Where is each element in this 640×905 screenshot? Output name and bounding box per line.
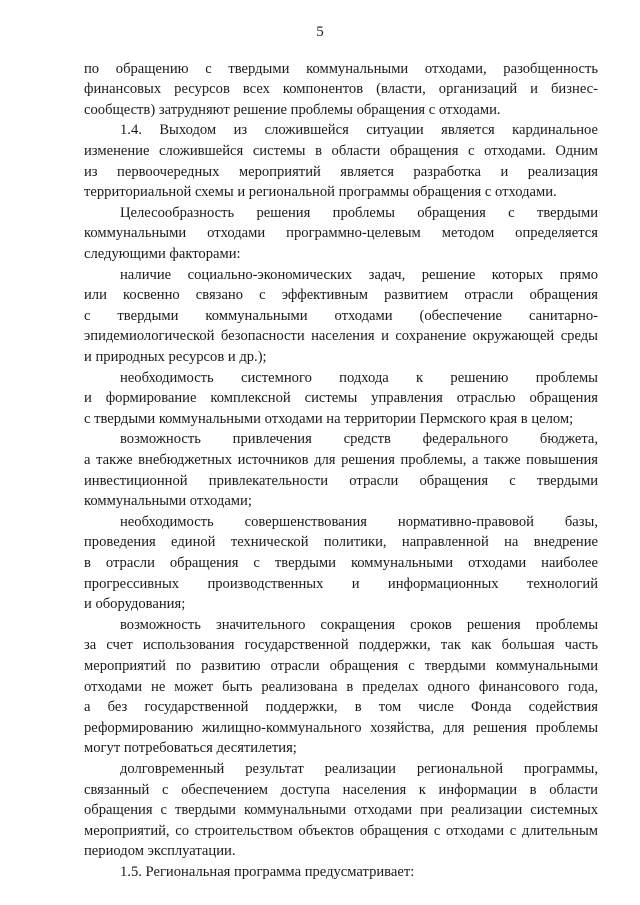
- text-line: эпидемиологической безопасности населения и сохранение окружающей среды: [84, 328, 598, 345]
- text-line: необходимость системного подхода к решению проблемы: [120, 369, 598, 386]
- text-line: изменение сложившейся системы в области обращения с отходами. Одним: [84, 142, 598, 159]
- text-line: возможность привлечения средств федерального бюджета,: [120, 431, 598, 448]
- text-line: периодом эксплуатации.: [84, 843, 236, 860]
- text-line: с твердыми коммунальными отходами (обеспечение санитарно-: [84, 307, 598, 324]
- text-line: связанный с обеспечением доступа населения к информации в области: [84, 781, 598, 798]
- text-line: мероприятий по развитию отрасли обращения с твердыми коммунальными: [84, 657, 598, 674]
- text-line: в отрасли обращения с твердыми коммунальными отходами наиболее: [84, 554, 598, 571]
- text-line: необходимость совершенствования нормативно-правовой базы,: [120, 513, 598, 530]
- text-line: и природных ресурсов и др.);: [84, 348, 267, 365]
- text-line: мероприятий, со строительством объектов обращения с отходами с длительным: [84, 822, 598, 839]
- text-line: территориальной схемы и региональной программы обращения с отходами.: [84, 184, 557, 201]
- page-number: 5: [316, 24, 324, 40]
- text-line: за счет использования государственной поддержки, так как большая часть: [84, 637, 598, 654]
- text-line: из первоочередных мероприятий является разработка и реализация: [84, 163, 598, 180]
- text-line: с твердыми коммунальными отходами на территории Пермского края в целом;: [84, 410, 574, 427]
- text-line: и оборудования;: [84, 596, 186, 613]
- text-line: а без государственной поддержки, в том числе Фонда содействия: [84, 699, 598, 716]
- text-line: следующими факторами:: [84, 245, 241, 262]
- text-line: реформированию жилищно-коммунального хозяйства, для решения проблемы: [84, 719, 598, 736]
- text-line: коммунальными отходами;: [84, 493, 252, 510]
- text-line: возможность значительного сокращения сроков решения проблемы: [120, 616, 598, 633]
- text-line: могут потребоваться десятилетия;: [84, 740, 297, 757]
- text-line: 1.5. Региональная программа предусматривает:: [120, 863, 415, 880]
- text-line: обращения с твердыми коммунальными отходами при реализации системных: [84, 802, 598, 819]
- text-line: 1.4. Выходом из сложившейся ситуации является кардинальное: [120, 122, 598, 139]
- text-line: финансовых ресурсов всех компонентов (власти, организаций и бизнес-: [84, 81, 598, 98]
- text-line: долговременный результат реализации региональной программы,: [120, 760, 598, 777]
- text-line: или косвенно связано с эффективным развитием отрасли обращения: [84, 287, 598, 304]
- text-line: наличие социально-экономических задач, решение которых прямо: [120, 266, 598, 283]
- text-line: и формирование комплексной системы управления отраслью обращения: [84, 390, 598, 407]
- text-line: а также внебюджетных источников для решения проблемы, а также повышения: [84, 451, 598, 468]
- text-line: инвестиционной привлекательности отрасли обращения с твердыми: [84, 472, 598, 489]
- text-line: сообществ) затрудняют решение проблемы обращения с отходами.: [84, 101, 501, 118]
- text-line: проведения единой технической политики, направленной на внедрение: [84, 534, 598, 551]
- text-line: отходами не может быть реализована в пределах одного финансового года,: [84, 678, 598, 695]
- text-line: коммунальными отходами программно-целевым методом определяется: [84, 225, 598, 242]
- text-line: по обращению с твердыми коммунальными отходами, разобщенность: [84, 60, 598, 77]
- text-line: прогрессивных производственных и информационных технологий: [84, 575, 598, 592]
- text-line: Целесообразность решения проблемы обращения с твердыми: [120, 204, 598, 221]
